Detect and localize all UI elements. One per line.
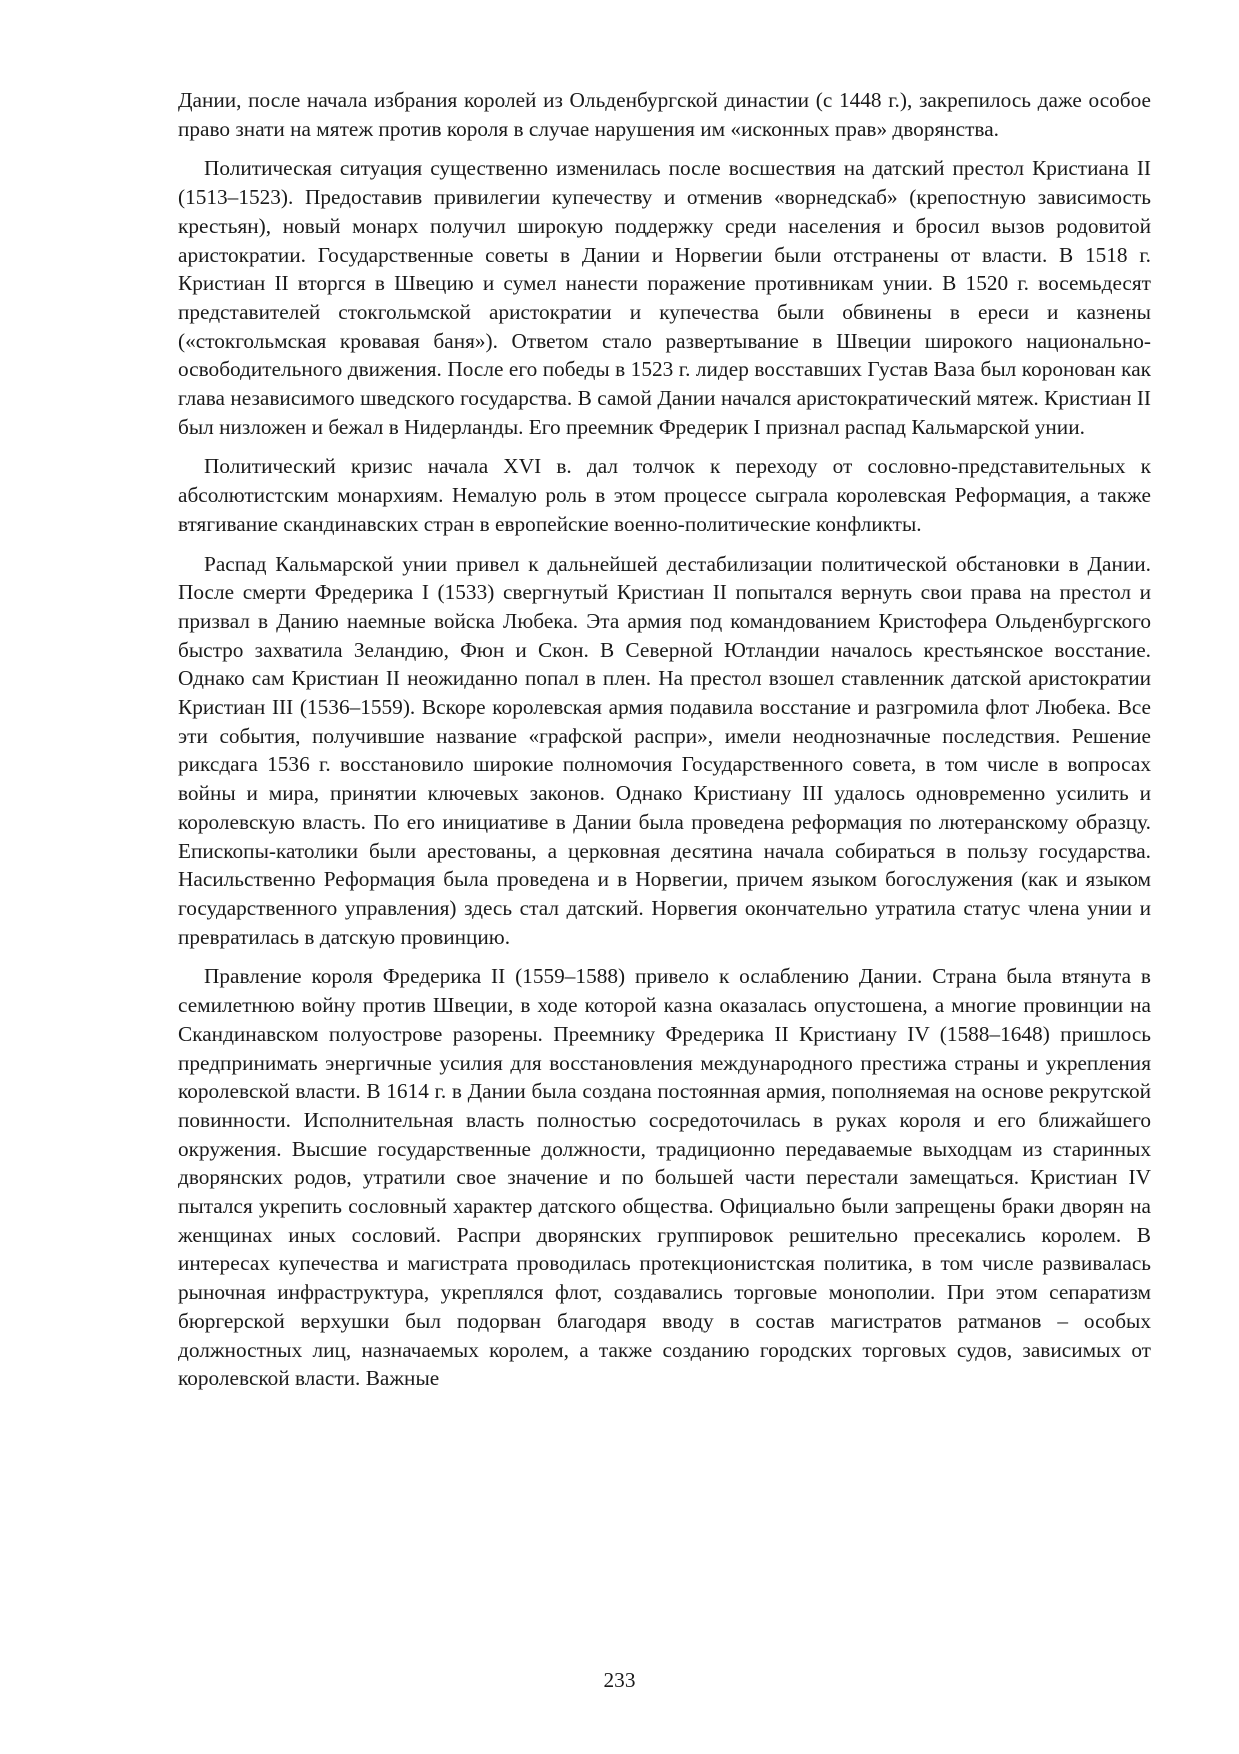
paragraph: Политический кризис начала XVI в. дал толчок к переходу от сословно-представительных к абсолютистским монархиям. Немалую роль в этом процессе сыграла королевская Реформация, а также втягивание скандинавских стран в европейские военно-политические конфликты. — [178, 454, 1151, 536]
paragraph: Распад Кальмарской унии привел к дальнейшей дестабилизации политической обстановки в Дании. После смерти Фредерика I (1533) свергнутый Кристиан II попытался вернуть свои права на престол и призвал в Данию наемные войска Любека. Эта армия под командованием Кристофера Ольденбургского быстро захватила Зеландию, Фюн и Скон. В Северной Ютландии началось крестьянское восстание. Однако сам Кристиан II неожиданно попал в плен. На престол взошел ставленник датской аристократии Кристиан III (1536–1559). Вскоре королевская армия подавила восстание и разгромила флот Любека. Все эти события, получившие название «графской распри», имели неоднозначные последствия. Решение риксдага 1536 г. восстановило широкие полномочия Государственного совета, в том числе в вопросах войны и мира, принятии ключевых законов. Однако Кристиану III удалось одновременно усилить и королевскую власть. По его инициативе в Дании была проведена реформация по лютеранскому образцу. Епископы-католики были арестованы, а церковная десятина начала собираться в пользу государства. Насильственно Реформация была проведена и в Норвегии, причем языком богослужения (как и языком государственного управления) здесь стал датский. Норвегия окончательно утратила статус члена унии и превратилась в датскую провинцию. — [178, 551, 1151, 949]
page-number: 233 — [603, 1668, 636, 1692]
page-body — [178, 86, 1151, 1404]
paragraph-continuation: Дании, после начала избрания королей из Ольденбургской династии (с 1448 г.), закрепилось даже особое право знати на мятеж против короля в случае нарушения им «исконных прав» дворянства. — [178, 88, 1151, 141]
paragraph: Политическая ситуация существенно изменилась после восшествия на датский престол Кристиана II (1513–1523). Предоставив привилегии купечеству и отменив «ворнедскаб» (крепостную зависимость крестьян), новый монарх получил широкую поддержку среди населения и бросил вызов родовитой аристократии. Государственные советы в Дании и Норвегии были отстранены от власти. В 1518 г. Кристиан II вторгся в Швецию и сумел нанести поражение противникам унии. В 1520 г. восемьдесят представителей стокгольмской аристократии и купечества были обвинены в ереси и казнены («стокгольмская кровавая баня»). Ответом стало развертывание в Швеции широкого национально-освободительного движения. После его победы в 1523 г. лидер восставших Густав Ваза был коронован как глава независимого шведского государства. В самой Дании начался аристократический мятеж. Кристиан II был низложен и бежал в Нидерланды. Его преемник Фредерик I признал распад Кальмарской унии. — [178, 156, 1151, 439]
paragraph: Правление короля Фредерика II (1559–1588) привело к ослаблению Дании. Страна была втянута в семилетнюю войну против Швеции, в ходе которой казна оказалась опустошена, а многие провинции на Скандинавском полуострове разорены. Преемнику Фредерика II Кристиану IV (1588–1648) пришлось предпринимать энергичные усилия для восстановления международного престижа страны и укрепления королевской власти. В 1614 г. в Дании была создана постоянная армия, пополняемая на основе рекрутской повинности. Исполнительная власть полностью сосредоточилась в руках короля и его ближайшего окружения. Высшие государственные должности, традиционно передаваемые выходцам из старинных дворянских родов, утратили свое значение и по большей части перестали замещаться. Кристиан IV пытался укрепить сословный характер датского общества. Официально были запрещены браки дворян на женщинах иных сословий. Распри дворянских группировок решительно пресекались королем. В интересах купечества и магистрата проводилась протекционистская политика, в том числе развивалась рыночная инфраструктура, укреплялся флот, создавались торговые монополии. При этом сепаратизм бюргерской верхушки был подорван благодаря вводу в состав магистратов ратманов – особых должностных лиц, назначаемых королем, а также созданию городских торговых судов, зависимых от королевской власти. Важные — [178, 964, 1151, 1391]
